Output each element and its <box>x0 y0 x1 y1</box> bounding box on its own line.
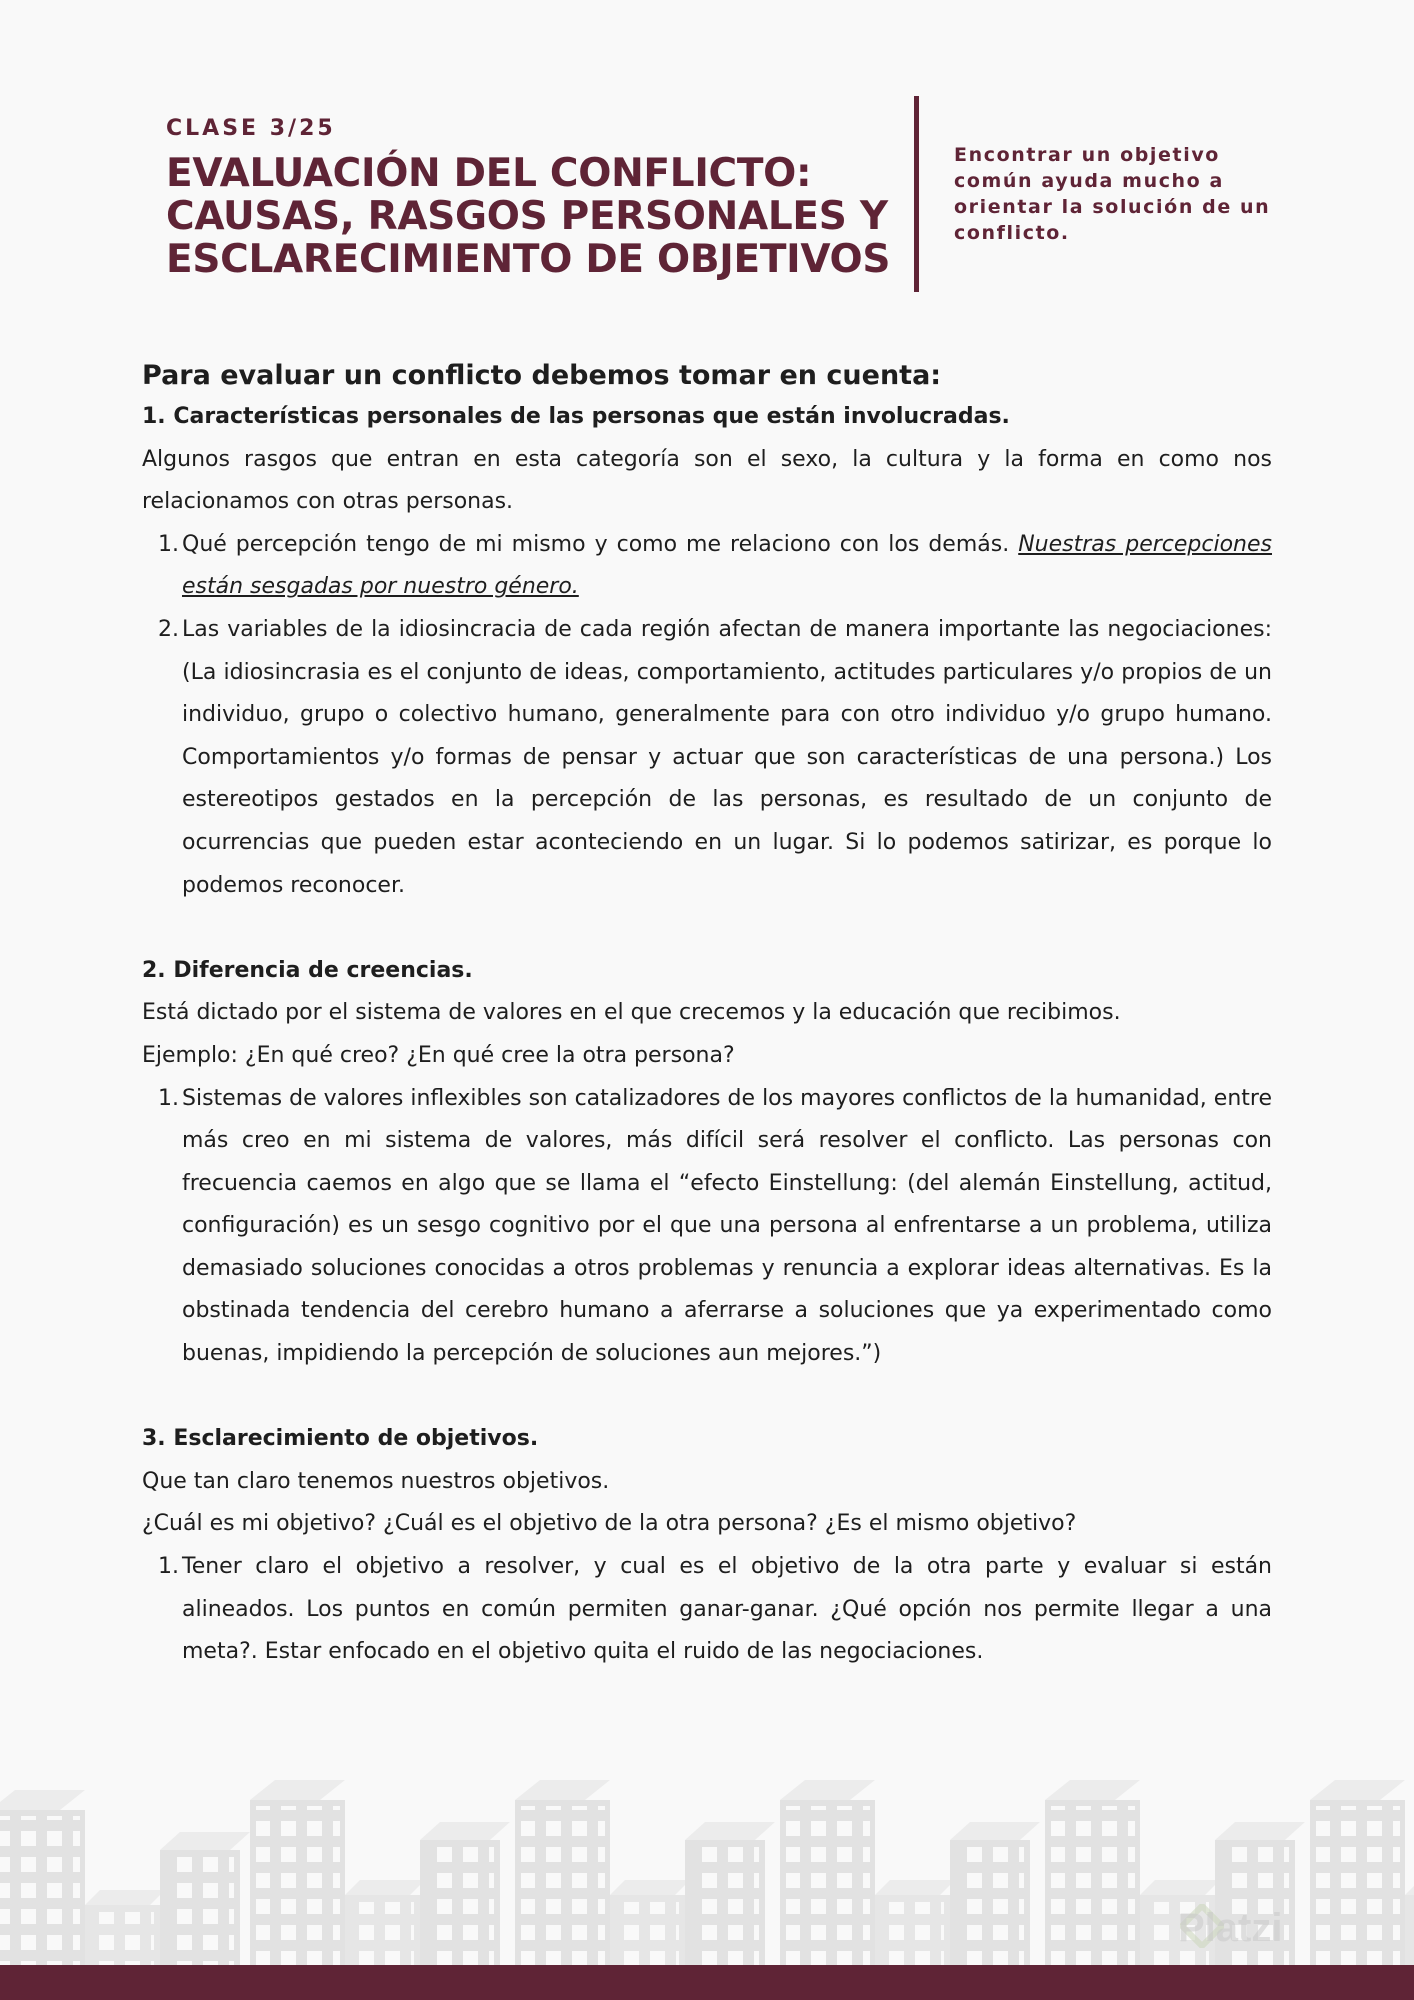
list-item <box>142 1078 1272 1376</box>
list-number: 1. <box>158 1085 179 1111</box>
section-2-list <box>142 1078 1272 1376</box>
list-number: 1. <box>158 531 179 557</box>
document-header <box>0 0 1414 300</box>
section-spacer <box>142 907 1272 950</box>
section-1-list <box>142 524 1272 907</box>
page-title: EVALUACIÓN DEL CONFLICTO: CAUSAS, RASGOS PERSONALES Y ESCLARECIMIENTO DE OBJETIVOS <box>166 151 891 282</box>
section-3-line-1: Que tan claro tenemos nuestros objetivos. <box>142 1468 610 1494</box>
section-1-heading: 1. Características personales de las personas que están involucradas. <box>142 404 1010 429</box>
section-2-line-2: Ejemplo: ¿En qué creo? ¿En qué cree la otra persona? <box>142 1042 735 1068</box>
list-number: 1. <box>158 1554 179 1580</box>
section-2-line-1: Está dictado por el sistema de valores en el que crecemos y la educación que recibimos. <box>142 1000 1121 1026</box>
section-3-heading: 3. Esclarecimiento de objetivos. <box>142 1426 539 1452</box>
class-number: CLASE 3/25 <box>166 116 336 141</box>
list-item <box>142 1546 1272 1674</box>
section-3-line-2: ¿Cuál es mi objetivo? ¿Cuál es el objetivo de la otra persona? ¿Es el mismo objetivo? <box>142 1511 1077 1537</box>
list-item-text: Tener claro el objetivo a resolver, y cual es el objetivo de la otra parte y evaluar si están alineados. Los puntos en común permiten ganar-ganar. ¿Qué opción nos permite llegar a una meta?. Estar enfocado en el objetivo quita el ruido de las negociaciones. <box>182 1554 1272 1665</box>
section-3-list <box>142 1546 1272 1674</box>
section-2-heading: 2. Diferencia de creencias. <box>142 957 473 983</box>
highlight-quote: Encontrar un objetivo común ayuda mucho a orientar la solución de un conflicto. <box>954 144 1271 244</box>
list-number: 2. <box>158 616 179 642</box>
list-item <box>142 609 1272 907</box>
footer-bar <box>0 1965 1414 2000</box>
main-heading: Para evaluar un conflicto debemos tomar en cuenta: <box>142 360 942 391</box>
list-item-text: Las variables de la idiosincracia de cada región afectan de manera importante las negociaciones: (La idiosincrasia es el conjunto de ideas, comportamiento, actitudes particulares y/o propios de un individuo, grupo o colectivo humano, generalmente para con otro individuo y/o grupo humano. Comportamientos y/o formas de pensar y actuar que son características de una persona.) Los estereotipos gestados en la percepción de las personas, es resultado de un conjunto de ocurrencias que pueden estar aconteciendo en un lugar. Si lo podemos satirizar, es porque lo podemos reconocer. <box>182 616 1272 898</box>
emphasis-text: Nuestras percepciones están sesgadas por nuestro género. <box>182 531 1272 600</box>
platzi-watermark: Platzi <box>1178 1906 1283 1950</box>
header-divider <box>914 96 919 292</box>
list-item-text: Qué percepción tengo de mi mismo y como me relaciono con los demás. <box>182 531 1019 557</box>
document-body <box>142 356 1272 1674</box>
list-item-text: Sistemas de valores inflexibles son catalizadores de los mayores conflictos de la humanidad, entre más creo en mi sistema de valores, más difícil será resolver el conflicto. Las personas con frecuencia caemos en algo que se llama el “efecto Einstellung: (del alemán Einstellung, actitud, configuración) es un sesgo cognitivo por el que una persona al enfrentarse a un problema, utiliza demasiado soluciones conocidas a otros problemas y renuncia a explorar ideas alternativas. Es la obstinada tendencia del cerebro humano a aferrarse a soluciones que ya experimentado como buenas, impidiendo la percepción de soluciones aun mejores.”) <box>182 1085 1272 1367</box>
list-item <box>142 524 1272 609</box>
section-1-intro: Algunos rasgos que entran en esta categoría son el sexo, la cultura y la forma en como nos relacionamos con otras personas. <box>142 446 1272 515</box>
section-spacer <box>142 1376 1272 1419</box>
